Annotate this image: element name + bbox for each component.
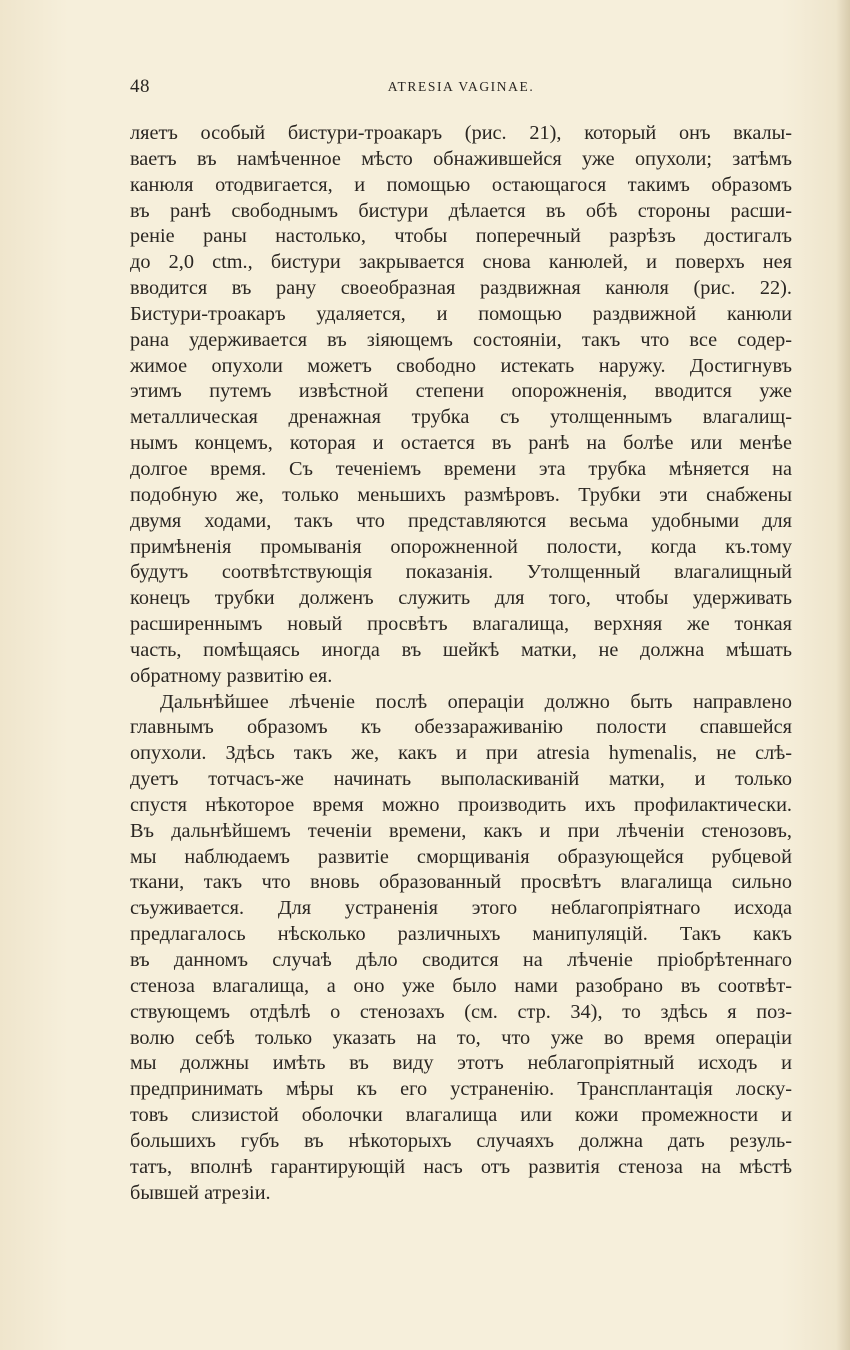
text-line: ляетъ особый бистури-троакаръ (рис. 21), который онъ вкалы- (130, 122, 792, 144)
text-line: примѣненія промыванія опорожненной полости, когда къ.тому (130, 535, 792, 558)
text-line: этимъ путемъ извѣстной степени опорожненія, вводится уже (130, 380, 792, 403)
text-line: Бистури-троакаръ удаляется, и помощью раздвижной канюли (130, 302, 792, 325)
text-line: канюля отодвигается, и помощью остающагося такимъ образомъ (130, 173, 792, 196)
text-line: Въ дальнѣйшемъ теченіи времени, какъ и при лѣченіи стенозовъ, (130, 819, 792, 842)
text-line: долгое время. Съ теченіемъ времени эта трубка мѣняется на (130, 457, 792, 480)
text-line: до 2,0 ctm., бистури закрывается снова канюлей, и поверхъ нея (130, 251, 792, 274)
running-title: ATRESIA VAGINAE. (387, 79, 535, 94)
text-line: металлическая дренажная трубка съ утолщеннымъ влагалищ- (130, 406, 792, 429)
text-line: конецъ трубки долженъ служить для того, чтобы удерживать (130, 587, 792, 610)
text-line: ствующемъ отдѣлѣ о стенозахъ (см. стр. 34), то здѣсь я поз- (130, 1000, 792, 1023)
text-line: расширеннымъ новый просвѣтъ влагалища, верхняя же тонкая (130, 613, 792, 636)
text-line: стеноза влагалища, а оно уже было нами разобрано въ соотвѣт- (130, 974, 792, 997)
text-line: дуетъ тотчасъ-же начинать выполаскиваній матки, и только (130, 768, 792, 791)
text-line: подобную же, только меньшихъ размѣровъ. Трубки эти снабжены (130, 483, 792, 506)
text-line: жимое опухоли можетъ свободно истекать наружу. Достигнувъ (130, 354, 792, 377)
text-line: ваетъ въ намѣченное мѣсто обнажившейся уже опухоли; затѣмъ (130, 147, 792, 170)
text-line: ткани, такъ что вновь образованный просвѣтъ влагалища сильно (130, 871, 792, 894)
text-line: будутъ соотвѣтствующія показанія. Утолщенный влагалищный (130, 561, 792, 584)
text-line: главнымъ образомъ къ обеззараживанію полости спавшейся (130, 716, 792, 739)
text-line: волю себѣ только указать на то, что уже во время операціи (130, 1026, 792, 1049)
text-line: опухоли. Здѣсь такъ же, какъ и при atresia hymenalis, не слѣ- (130, 742, 792, 765)
body-text (130, 121, 792, 1206)
text-line: обратному развитію ея. (130, 664, 333, 687)
text-line: нымъ концемъ, которая и остается въ ранѣ на болѣе или менѣе (130, 432, 792, 455)
text-line: предпринимать мѣры къ его устраненію. Трансплантація лоску- (130, 1078, 792, 1101)
paragraph-2 (130, 690, 792, 1207)
text-line: Дальнѣйшее лѣченіе послѣ операціи должно быть направлено (160, 690, 792, 713)
page-header (130, 76, 792, 100)
text-line: мы должны имѣть въ виду этотъ неблагопріятный исходъ и (130, 1052, 792, 1075)
page-edge-shadow (836, 0, 850, 1350)
text-line: часть, помѣщаясь иногда въ шейкѣ матки, не должна мѣшать (130, 638, 792, 661)
text-line: съуживается. Для устраненія этого неблагопріятнаго исхода (130, 897, 792, 920)
text-line: въ данномъ случаѣ дѣло сводится на лѣченіе пріобрѣтеннаго (130, 949, 792, 971)
text-line: рана удерживается въ зіяющемъ состояніи, такъ что все содер- (130, 328, 792, 351)
text-line: татъ, вполнѣ гарантирующій насъ отъ развитія стеноза на мѣстѣ (130, 1155, 792, 1178)
page-number: 48 (130, 76, 150, 97)
text-line: большихъ губъ въ нѣкоторыхъ случаяхъ должна дать резуль- (130, 1129, 792, 1152)
text-line: бывшей атрезіи. (130, 1181, 271, 1204)
text-line: мы наблюдаемъ развитіе сморщиванія образующейся рубцевой (130, 845, 792, 868)
text-line: вводится въ рану своеобразная раздвижная канюля (рис. 22). (130, 277, 792, 300)
text-line: предлагалось нѣсколько различныхъ манипуляцій. Такъ какъ (130, 923, 792, 946)
text-line: товъ слизистой оболочки влагалища или кожи промежности и (130, 1104, 792, 1127)
text-line: двумя ходами, такъ что представляются весьма удобными для (130, 509, 792, 532)
text-line: въ ранѣ свободнымъ бистури дѣлается въ обѣ стороны расши- (130, 199, 792, 222)
text-line: спустя нѣкоторое время можно производить ихъ профилактически. (130, 793, 792, 816)
paragraph-1 (130, 121, 792, 690)
text-line: реніе раны настолько, чтобы поперечный разрѣзъ достигалъ (130, 225, 792, 248)
